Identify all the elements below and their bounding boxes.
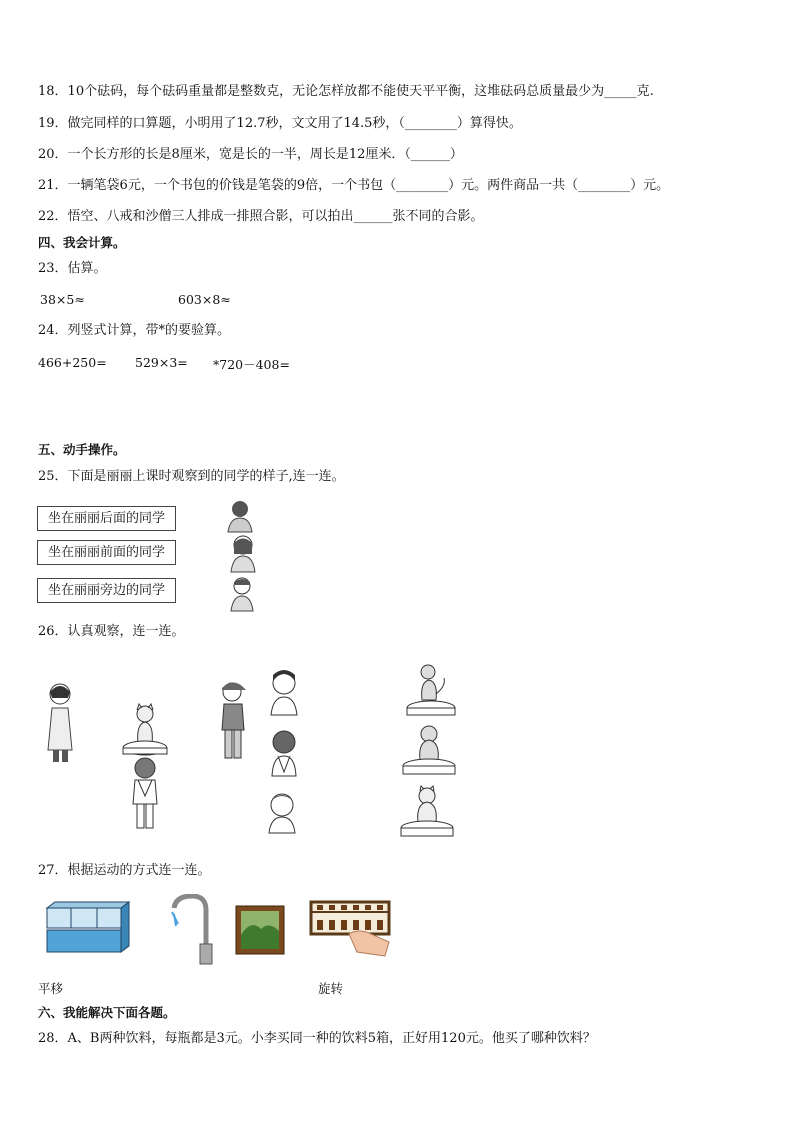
cat-side-stand-figure [402,660,460,724]
question-24: 24．列竖式计算，带*的要验算。 [38,323,231,338]
abacus-image [309,900,391,958]
question-28: 28．A、B两种饮料，每瓶都是3元。小李买同一种的饮料5箱，正好用120元。他买了哪种饮料？ [38,1031,596,1046]
motion-label-translation: 平移 [38,981,64,996]
student-side-figure [227,576,257,612]
cat-back-stand-figure [398,722,460,780]
framed-picture-image [235,905,285,955]
option-box-side: 坐在丽丽旁边的同学 [37,578,176,603]
motion-label-rotation: 旋转 [318,981,344,996]
estimate-1: 38×5≈ [40,292,85,307]
sliding-window-image [43,900,131,956]
student-front-figure [226,534,260,574]
estimate-2: 603×8≈ [178,292,231,307]
question-19: 19．做完同样的口算题，小明用了12.7秒，文文用了14.5秒，（________）算得快。 [38,116,522,131]
question-26: 26．认真观察，连一连。 [38,624,185,639]
question-21: 21．一辆笔袋6元，一个书包的价钱是笔袋的9倍，一个书包（________）元。两件商品一共（________）元。 [38,178,670,193]
boy-front-small-figure [265,789,299,835]
question-23: 23．估算。 [38,261,107,276]
section-5-heading: 五、动手操作。 [38,442,126,457]
faucet-image [166,894,216,968]
question-27: 27．根据运动的方式连一连。 [38,863,211,878]
question-18: 18．10个砝码，每个砝码重量都是整数克，无论怎样放都不能使天平平衡，这堆砝码总质量最少为_____克. [38,84,654,99]
girl-side-view-figure [38,680,80,766]
question-25: 25．下面是丽丽上课时观察到的同学的样子,连一连。 [38,469,345,484]
section-6-heading: 六、我能解决下面各题。 [38,1005,176,1020]
option-box-behind: 坐在丽丽后面的同学 [37,506,176,531]
question-22: 22．悟空、八戒和沙僧三人排成一排照合影，可以拍出______张不同的合影。 [38,209,484,224]
boy-back-small-figure [267,728,301,778]
boy-back-view-figure [125,756,165,832]
boy-side-view-figure [212,678,254,764]
cat-on-stand-figure [120,700,170,760]
section-4-heading: 四、我会计算。 [38,235,126,250]
student-back-figure [222,498,258,534]
girl-front-view-figure [267,667,301,717]
calc-3: *720－408= [213,357,290,372]
option-box-front: 坐在丽丽前面的同学 [37,540,176,565]
calc-2: 529×3= [135,355,188,370]
calc-1: 466+250= [38,355,107,370]
question-20: 20．一个长方形的长是8厘米，宽是长的一半，周长是12厘米．（______） [38,147,463,162]
cat-front-stand-figure [396,784,458,842]
